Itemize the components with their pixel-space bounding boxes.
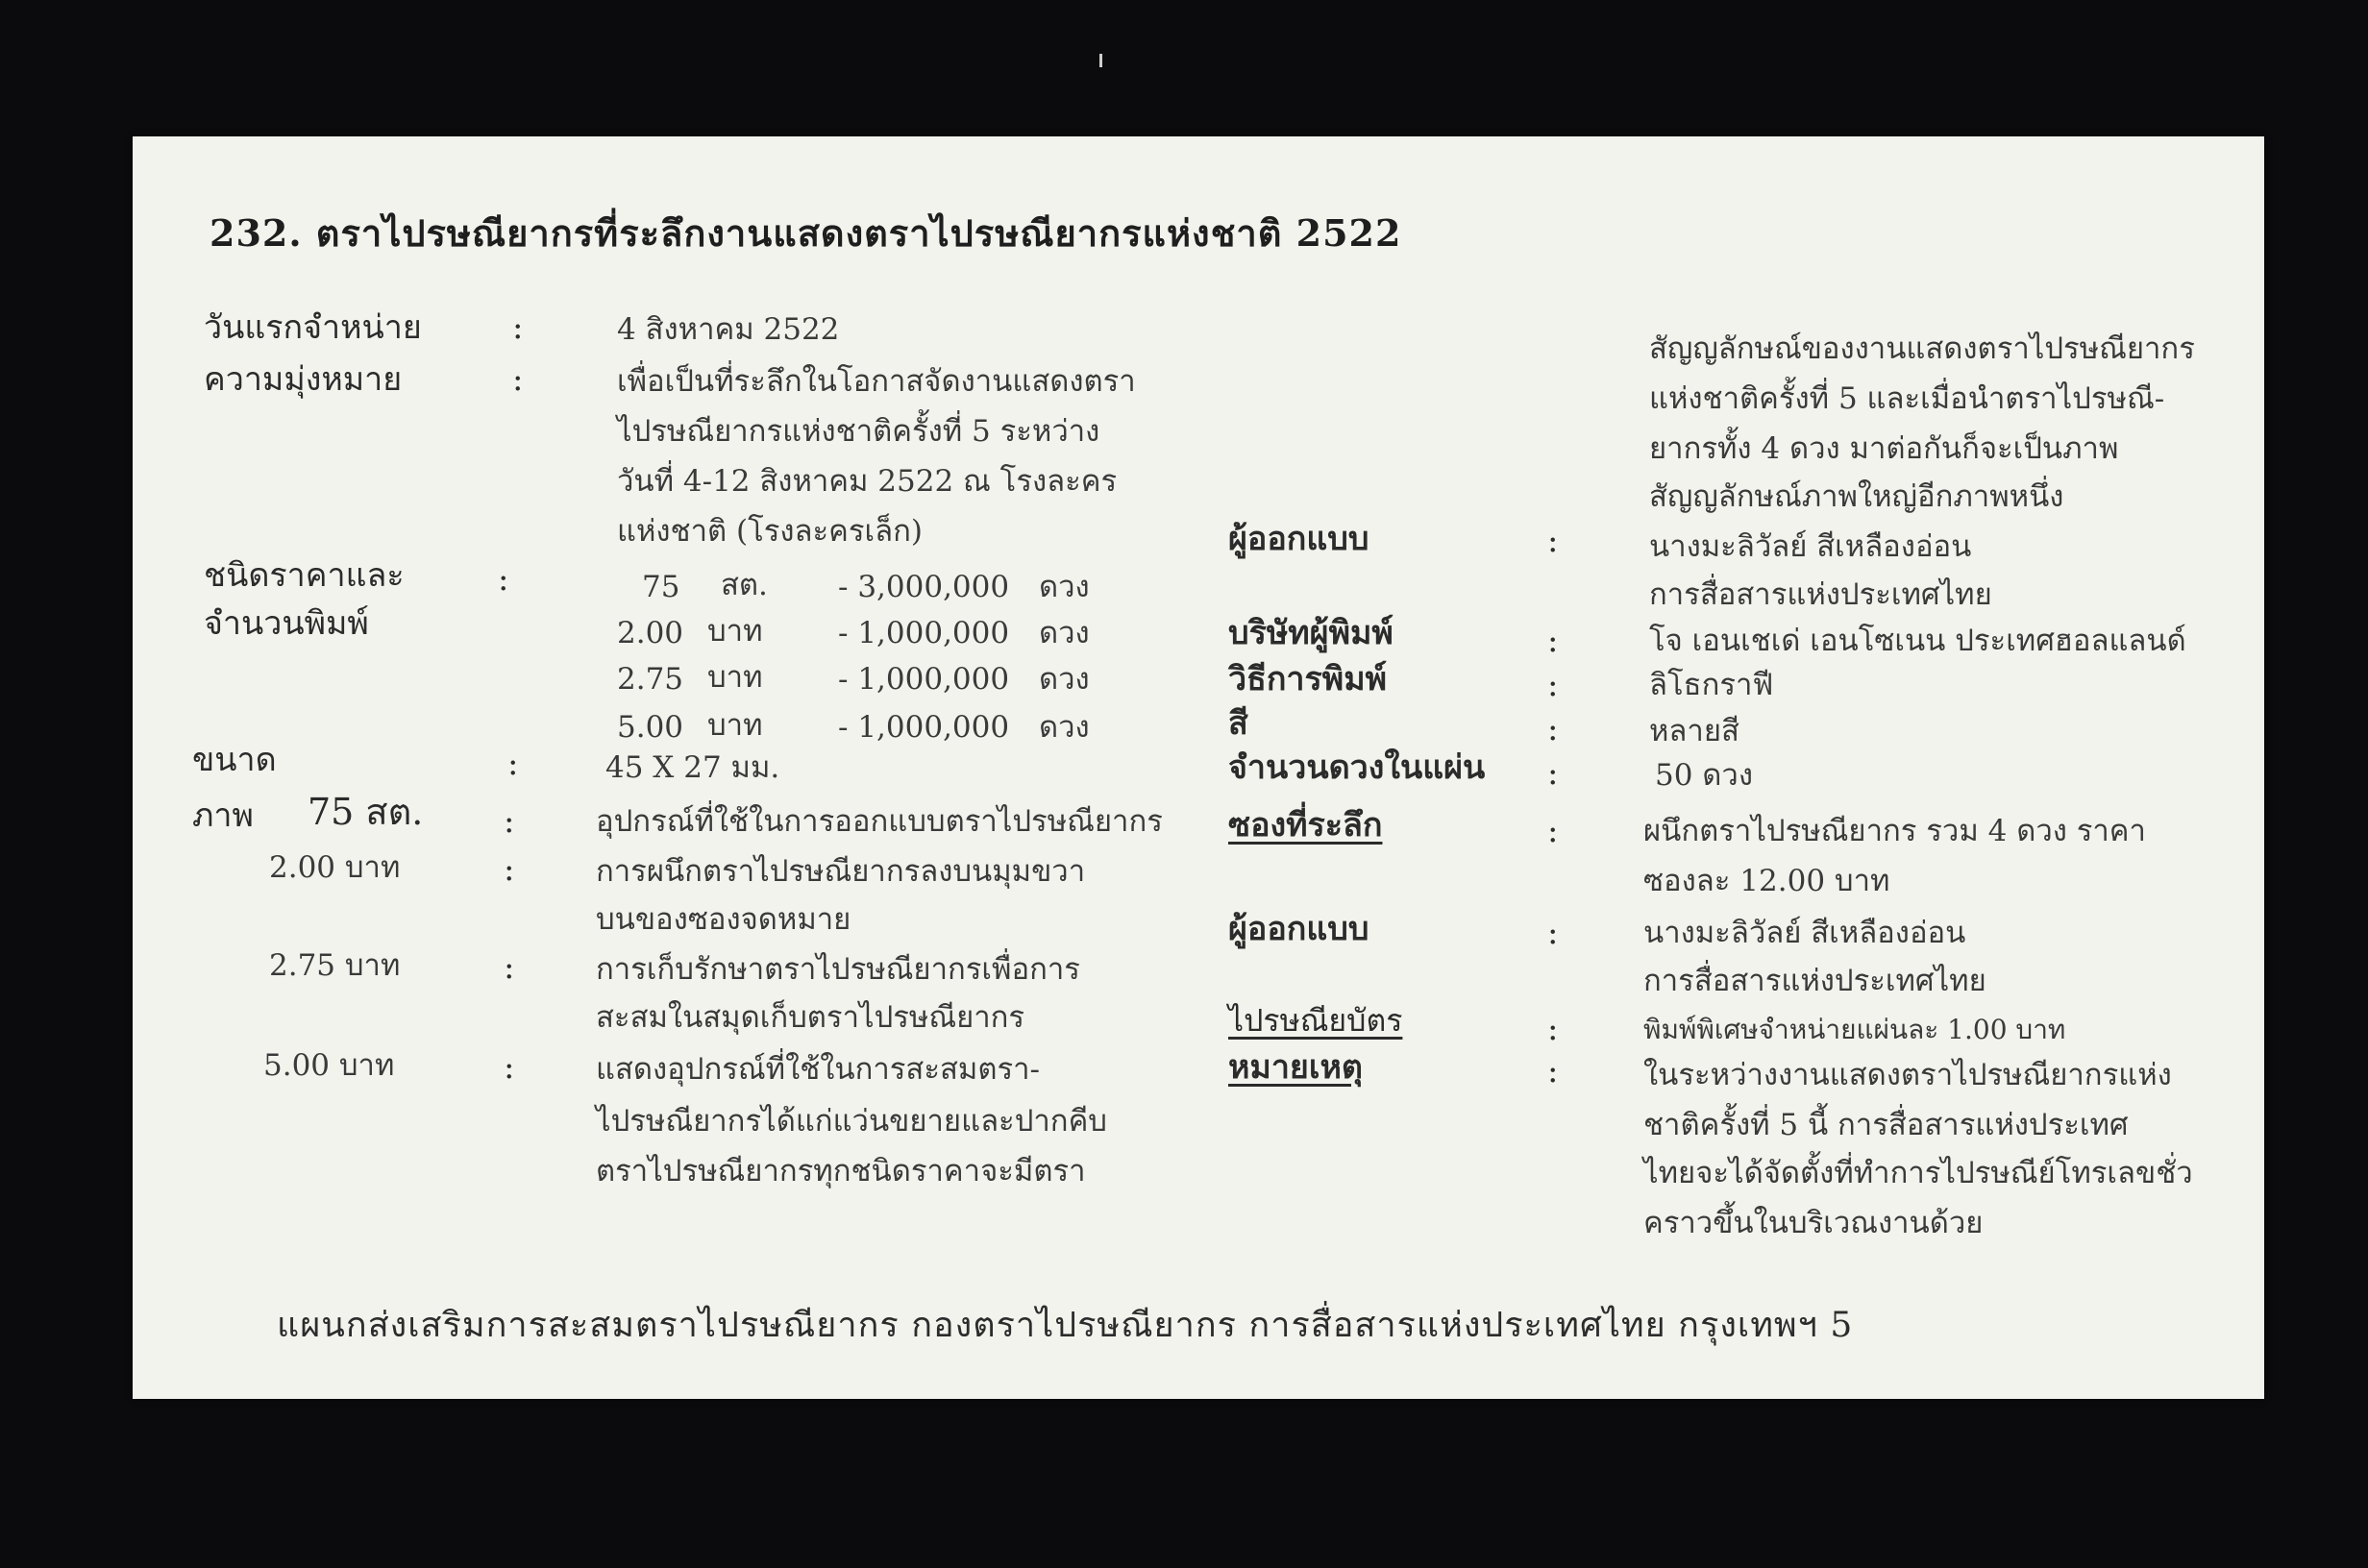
designer2-line: การสื่อสารแห่งประเทศไทย	[1643, 964, 1986, 998]
card-title: 232. ตราไปรษณียากรที่ระลึกงานแสดงตราไปรษณียากรแห่งชาติ 2522	[210, 211, 1402, 255]
denom-label: จำนวนพิมพ์	[204, 604, 369, 643]
color-label: สี	[1228, 704, 1248, 743]
size-value: 45 X 27 มม.	[605, 750, 780, 785]
note-label: หมายเหตุ	[1228, 1048, 1363, 1087]
purpose-line: ไปรษณียากรแห่งชาติครั้งที่ 5 ระหว่าง	[617, 414, 1100, 449]
footer-text: แผนกส่งเสริมการสะสมตราไปรษณียากร กองตราไปรษณียากร การสื่อสารแห่งประเทศไทย กรุงเทพฯ 5	[277, 1306, 1854, 1345]
image-price: 2.75 บาท	[269, 948, 401, 983]
denom-count-unit: ดวง	[1039, 662, 1090, 697]
denom-qty: - 3,000,000	[838, 570, 1010, 604]
method-label: วิธีการพิมพ์	[1228, 660, 1388, 698]
denom-unit: บาท	[707, 614, 763, 649]
per-sheet-value: 50 ดวง	[1655, 758, 1753, 793]
cover-line: ซองละ 12.00 บาท	[1643, 864, 1890, 898]
image-desc-line: บนของซองจดหมาย	[596, 902, 851, 937]
designer-label: ผู้ออกแบบ	[1228, 520, 1369, 558]
denom-qty: - 1,000,000	[838, 710, 1010, 745]
colon: :	[1547, 522, 1559, 560]
note-line: ในระหว่างงานแสดงตราไปรษณียากรแห่ง	[1643, 1058, 2172, 1092]
intro-line: สัญญลักษณ์ของงานแสดงตราไปรษณียากร	[1649, 331, 2195, 366]
note-line: ไทยจะได้จัดตั้งที่ทำการไปรษณีย์โทรเลขชั่ว	[1643, 1156, 2193, 1190]
first-day-value: 4 สิงหาคม 2522	[617, 312, 840, 347]
note-line: ชาติครั้งที่ 5 นี้ การสื่อสารแห่งประเทศ	[1643, 1108, 2129, 1142]
image-desc-line: อุปกรณ์ที่ใช้ในการออกแบบตราไปรษณียากร	[596, 804, 1163, 839]
intro-line: แห่งชาติครั้งที่ 5 และเมื่อนำตราไปรษณี-	[1649, 381, 2165, 416]
image-price: 2.00 บาท	[269, 850, 401, 885]
denom-price: 5.00	[617, 710, 684, 745]
colon: :	[504, 948, 515, 987]
image-desc-line: แสดงอุปกรณ์ที่ใช้ในการสะสมตรา-	[596, 1052, 1041, 1087]
denom-price: 75	[642, 570, 680, 604]
colon: :	[1547, 812, 1559, 850]
colon: :	[512, 308, 524, 347]
colon: :	[507, 745, 519, 783]
dust-speck	[1099, 54, 1102, 67]
denom-qty: - 1,000,000	[838, 662, 1010, 697]
designer2-label: ผู้ออกแบบ	[1228, 910, 1369, 948]
method-value: ลิโธกราฟี	[1649, 668, 1774, 702]
denom-count-unit: ดวง	[1039, 710, 1090, 745]
denom-count-unit: ดวง	[1039, 570, 1090, 604]
denom-unit: สต.	[721, 568, 768, 602]
postcard-value: พิมพ์พิเศษจำหน่ายแผ่นละ 1.00 บาท	[1643, 1014, 2066, 1045]
purpose-line: เพื่อเป็นที่ระลึกในโอกาสจัดงานแสดงตรา	[617, 364, 1136, 399]
note-line: คราวขึ้นในบริเวณงานด้วย	[1643, 1206, 1984, 1240]
size-label: ขนาด	[192, 741, 277, 779]
colon: :	[504, 850, 515, 889]
colon: :	[504, 1048, 515, 1087]
image-price: 5.00 บาท	[263, 1048, 395, 1083]
printer-label: บริษัทผู้พิมพ์	[1228, 614, 1394, 652]
colon: :	[1547, 1052, 1559, 1090]
image-desc-line: การเก็บรักษาตราไปรษณียากรเพื่อการ	[596, 952, 1080, 987]
per-sheet-label: จำนวนดวงในแผ่น	[1228, 748, 1486, 787]
cover-line: ผนึกตราไปรษณียากร รวม 4 ดวง ราคา	[1643, 814, 2146, 848]
denom-qty: - 1,000,000	[838, 616, 1010, 650]
colon: :	[1547, 914, 1559, 952]
designer2-line: นางมะลิวัลย์ สีเหลืองอ่อน	[1643, 916, 1966, 950]
info-card	[133, 136, 2264, 1399]
colon: :	[1547, 666, 1559, 704]
intro-line: สัญญลักษณ์ภาพใหญ่อีกภาพหนึ่ง	[1649, 479, 2064, 514]
image-label: ภาพ	[192, 796, 254, 835]
image-price: 75 สต.	[308, 791, 424, 833]
colon: :	[1547, 710, 1559, 748]
purpose-line: วันที่ 4-12 สิงหาคม 2522 ณ โรงละคร	[617, 464, 1118, 499]
colon: :	[512, 360, 524, 399]
colon: :	[498, 560, 509, 599]
colon: :	[1547, 1010, 1559, 1048]
intro-line: ยากรทั้ง 4 ดวง มาต่อกันก็จะเป็นภาพ	[1649, 431, 2119, 466]
image-desc-line: สะสมในสมุดเก็บตราไปรษณียากร	[596, 1000, 1025, 1035]
denom-unit: บาท	[707, 660, 763, 695]
denom-price: 2.00	[617, 616, 684, 650]
image-desc-line: ไปรษณียากรได้แก่แว่นขยายและปากคีบ	[596, 1104, 1107, 1139]
denom-label: ชนิดราคาและ	[204, 556, 405, 595]
first-day-label: วันแรกจำหน่าย	[204, 308, 422, 347]
colon: :	[504, 802, 515, 841]
image-desc-line: การผนึกตราไปรษณียากรลงบนมุมขวา	[596, 854, 1086, 889]
designer-line: การสื่อสารแห่งประเทศไทย	[1649, 577, 1992, 612]
colon: :	[1547, 622, 1559, 660]
purpose-line: แห่งชาติ (โรงละครเล็ก)	[617, 514, 924, 549]
purpose-label: ความมุ่งหมาย	[204, 360, 403, 399]
denom-price: 2.75	[617, 662, 684, 697]
image-desc-line: ตราไปรษณียากรทุกชนิดราคาจะมีตรา	[596, 1154, 1086, 1188]
cover-label: ซองที่ระลึก	[1228, 806, 1383, 845]
colon: :	[1547, 754, 1559, 793]
denom-unit: บาท	[707, 708, 763, 743]
postcard-label: ไปรษณียบัตร	[1228, 1002, 1403, 1039]
color-value: หลายสี	[1649, 714, 1739, 748]
designer-line: นางมะลิวัลย์ สีเหลืองอ่อน	[1649, 529, 1972, 564]
denom-count-unit: ดวง	[1039, 616, 1090, 650]
printer-value: โจ เอนเชเด่ เอนโซเนน ประเทศฮอลแลนด์	[1649, 624, 2186, 658]
